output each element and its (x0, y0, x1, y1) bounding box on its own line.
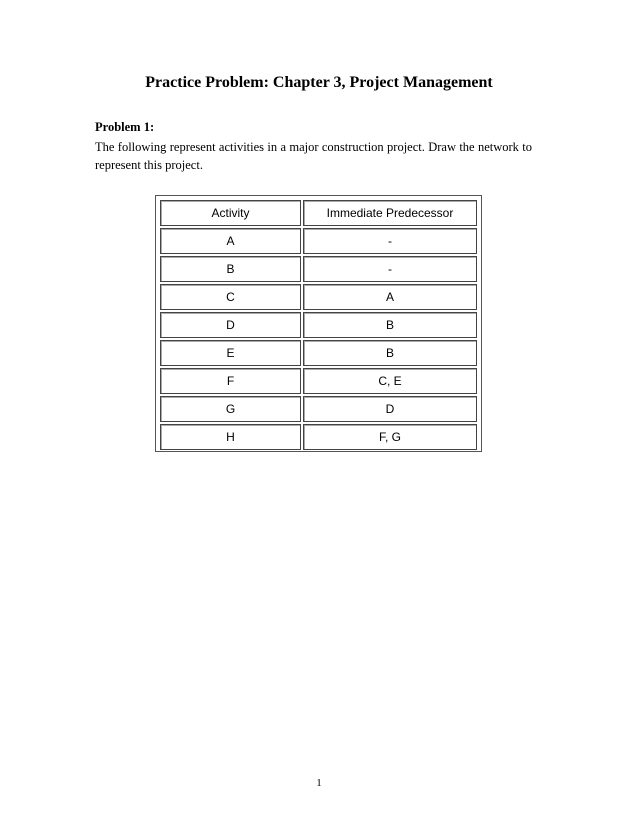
predecessor-table (158, 198, 479, 452)
activity-cell: C (160, 284, 301, 310)
problem-heading: Problem 1: (95, 120, 155, 134)
predecessor-cell: B (303, 312, 477, 338)
header-immediate-predecessor: Immediate Predecessor (303, 200, 477, 226)
problem-text: The following represent activities in a major construction project. Draw the network to represent this project. (95, 140, 532, 172)
activity-cell: B (160, 256, 301, 282)
table-row (160, 340, 477, 366)
table-row (160, 312, 477, 338)
activity-cell: D (160, 312, 301, 338)
predecessor-cell: C, E (303, 368, 477, 394)
predecessor-cell: B (303, 340, 477, 366)
table-row (160, 228, 477, 254)
predecessor-cell: - (303, 256, 477, 282)
activity-cell: A (160, 228, 301, 254)
predecessor-cell: F, G (303, 424, 477, 450)
document-title: Practice Problem: Chapter 3, Project Management (145, 74, 493, 91)
table-row (160, 284, 477, 310)
page-number: 1 (316, 777, 322, 789)
predecessor-cell: A (303, 284, 477, 310)
table-header-row (160, 200, 477, 226)
activity-cell: E (160, 340, 301, 366)
predecessor-table-frame (155, 195, 482, 452)
table-row (160, 256, 477, 282)
header-activity: Activity (160, 200, 301, 226)
table-row (160, 424, 477, 450)
table-row (160, 396, 477, 422)
table-row (160, 368, 477, 394)
predecessor-cell: D (303, 396, 477, 422)
activity-cell: H (160, 424, 301, 450)
activity-cell: F (160, 368, 301, 394)
predecessor-cell: - (303, 228, 477, 254)
activity-cell: G (160, 396, 301, 422)
